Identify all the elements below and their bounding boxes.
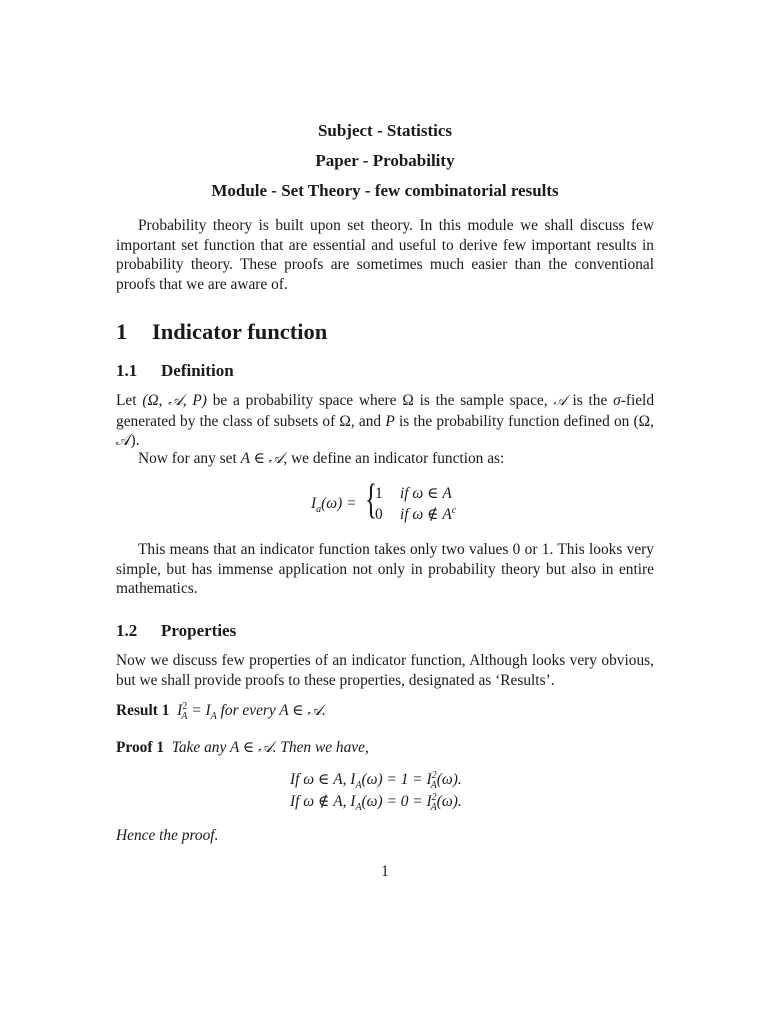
proof-equation-line-1: If ω ∈ A, $I_A(\omega) = 1 = I^2_A(\omega)$. (290, 769, 462, 792)
document-page (116, 0, 654, 1024)
subsection-title: Definition (161, 361, 234, 380)
section-title: Indicator function (152, 319, 328, 344)
proof-label: Proof 1 (116, 739, 165, 756)
case-zero: 0 if ω ∉ $A^c$ (375, 504, 457, 523)
math-sigma: σ (613, 392, 621, 409)
subsection-title: Properties (161, 621, 237, 640)
math-sigma-field: 𝒜 (553, 393, 567, 409)
equation-lhs: $I_a(\omega)$ = (311, 495, 357, 516)
math-omega-2: Ω (339, 412, 351, 430)
result-label: Result 1 (116, 702, 170, 719)
math-p: P (385, 412, 395, 430)
module-title: Module - Set Theory - few combinatorial results (211, 181, 559, 200)
math-a-in-cal-a: A ∈ 𝒜 (240, 450, 284, 467)
subject-title: Subject - Statistics (317, 121, 453, 140)
means-paragraph: This means that an indicator function takes only two values 0 or 1. This looks very simple, but has immense application not only in probability theory but also in entire mathematics. (116, 541, 654, 597)
subsection-number: 1.1 (116, 361, 138, 380)
math-probability-space: (Ω, 𝒜, P) (142, 392, 207, 409)
intro-paragraph: Probability theory is built upon set theory. In this module we shall discuss few important set function that are essential and useful to derive few important results in probability theory. These proofs are sometimes much easier than the conventional proofs that we are aware of. (116, 217, 654, 293)
now-for-paragraph: Now for any set A ∈ 𝒜, we define an indicator function as: (138, 450, 505, 467)
section-number: 1 (116, 319, 128, 344)
proof-equation-line-2: If ω ∉ A, $I_A(\omega) = 0 = I^2_A(\omega)$. (290, 791, 462, 814)
definition-paragraph: Let (Ω, 𝒜, P) be a probability space where Ω is the sample space, 𝒜 is the σ-field generated by the class of subsets of Ω, and P is the probability function defined on (Ω, 𝒜). (116, 392, 655, 449)
proof-1: Proof 1 Take any A ∈ 𝒜. Then we have, (116, 739, 369, 756)
math-omega: Ω (402, 392, 414, 409)
properties-paragraph: Now we discuss few properties of an indicator function, Although looks very obvious, but we shall provide proofs to these properties, designated as ‘Results’. (116, 652, 654, 689)
hence-the-proof: Hence the proof. (116, 827, 219, 844)
page-number: 1 (381, 863, 389, 880)
result-1: Result 1 $I^2_A = I_A$ for every A ∈ 𝒜. (116, 700, 326, 723)
subsection-number: 1.2 (116, 621, 138, 640)
left-brace: { (365, 477, 378, 523)
math-measurable-space: (Ω, 𝒜) (116, 412, 654, 449)
case-one: 1 if ω ∈ A (375, 485, 452, 502)
subsection-heading-properties (116, 621, 654, 641)
section-heading-indicator-function (116, 319, 654, 345)
subsection-heading-definition (116, 361, 654, 381)
indicator-equation (116, 478, 654, 528)
paper-title: Paper - Probability (315, 151, 455, 170)
